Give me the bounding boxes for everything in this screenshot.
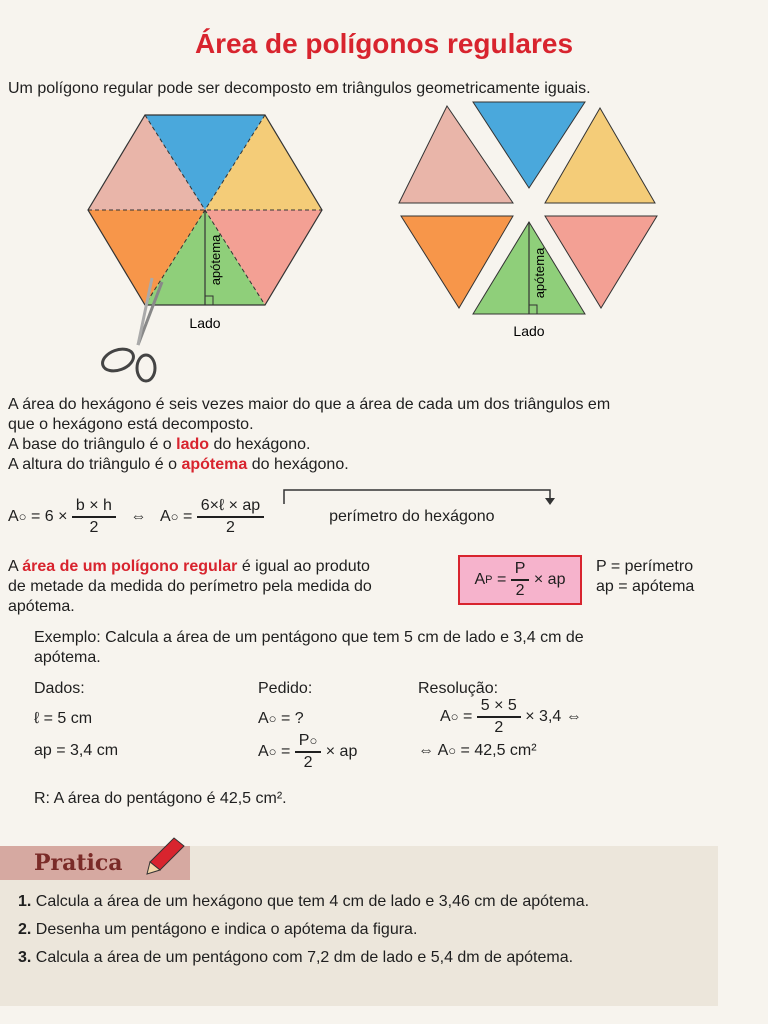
example-answer: R: A área do pentágono é 42,5 cm². — [34, 790, 287, 807]
separated-triangles-figure — [395, 98, 665, 348]
lado-label-right: Lado — [513, 323, 545, 339]
formula-legend: P = perímetro ap = apótema — [596, 558, 695, 595]
explanation-line-4: A altura do triângulo é o apótema do hexágono. — [8, 456, 349, 473]
apotema-label-right: apótema — [532, 247, 547, 299]
pedido-formula: A○ = $\frac{P○}{2}$ × ap — [258, 732, 358, 771]
explanation-line-2: que o hexágono está decomposto. — [8, 416, 254, 433]
polygon-area-formula-box: A P = $\frac{P}{2}$ × ap — [458, 555, 582, 605]
resolucao-heading: Resolução: — [418, 680, 499, 697]
perimeter-arrow — [282, 484, 562, 506]
apotema-label-left: apótema — [208, 234, 223, 286]
pencil-icon — [144, 836, 188, 876]
lado-label-left: Lado — [189, 315, 221, 331]
example-statement: Exemplo: Calcula a área de um pentágono que tem 5 cm de lado e 3,4 cm de apótema. — [34, 629, 584, 666]
explanation-line-3: A base do triângulo é o lado do hexágono. — [8, 436, 311, 453]
task-2: 2. Desenha um pentágono e indica o apótema da figura. — [18, 921, 418, 938]
pedido-heading: Pedido: — [258, 680, 313, 697]
resolucao-step-2: ⇔ A○ = 42,5 cm² — [418, 742, 537, 759]
formula-line: A○ = 6 × $\frac{b \times h}{2}$ ⇔ A○ = $\frac{\text{6×ℓ × ap}}{2}$ perímetro do hexágono — [8, 497, 495, 536]
hexagon-figure — [80, 110, 330, 390]
intro-text: Um polígono regular pode ser decomposto em triângulos geometricamente iguais. — [8, 80, 591, 97]
page-title: Área de polígonos regulares — [194, 28, 574, 59]
resolucao-step-1: A○ = $\frac{5 \times 5}{2}$ × 3,4 ⇔ — [440, 697, 582, 736]
fraction-perimeter: $\frac{\text{6×ℓ × ap}}{2}$ — [197, 497, 264, 537]
explanation — [8, 395, 610, 475]
perimeter-note: perímetro do hexágono — [329, 508, 495, 526]
explanation-line-1: A área do hexágono é seis vezes maior do que a área de cada um dos triângulos em — [8, 396, 611, 413]
pratica-heading: Pratica — [34, 850, 123, 876]
dado-apotema: ap = 3,4 cm — [34, 742, 119, 759]
fraction-bh: $\frac{b \times h}{2}$ — [72, 497, 116, 537]
task-1: 1. Calcula a área de um hexágono que tem 4 cm de lado e 3,46 cm de apótema. — [18, 893, 590, 910]
task-3: 3. Calcula a área de um pentágono com 7,2 dm de lado e 5,4 dm de apótema. — [18, 949, 574, 966]
rule-text: A área de um polígono regular é igual ao produto de metade da medida do perímetro pela medida do apótema. — [8, 558, 372, 615]
dados-heading: Dados: — [34, 680, 85, 697]
dado-lado: ℓ = 5 cm — [34, 710, 93, 727]
pedido-area: A○ = ? — [258, 710, 304, 727]
